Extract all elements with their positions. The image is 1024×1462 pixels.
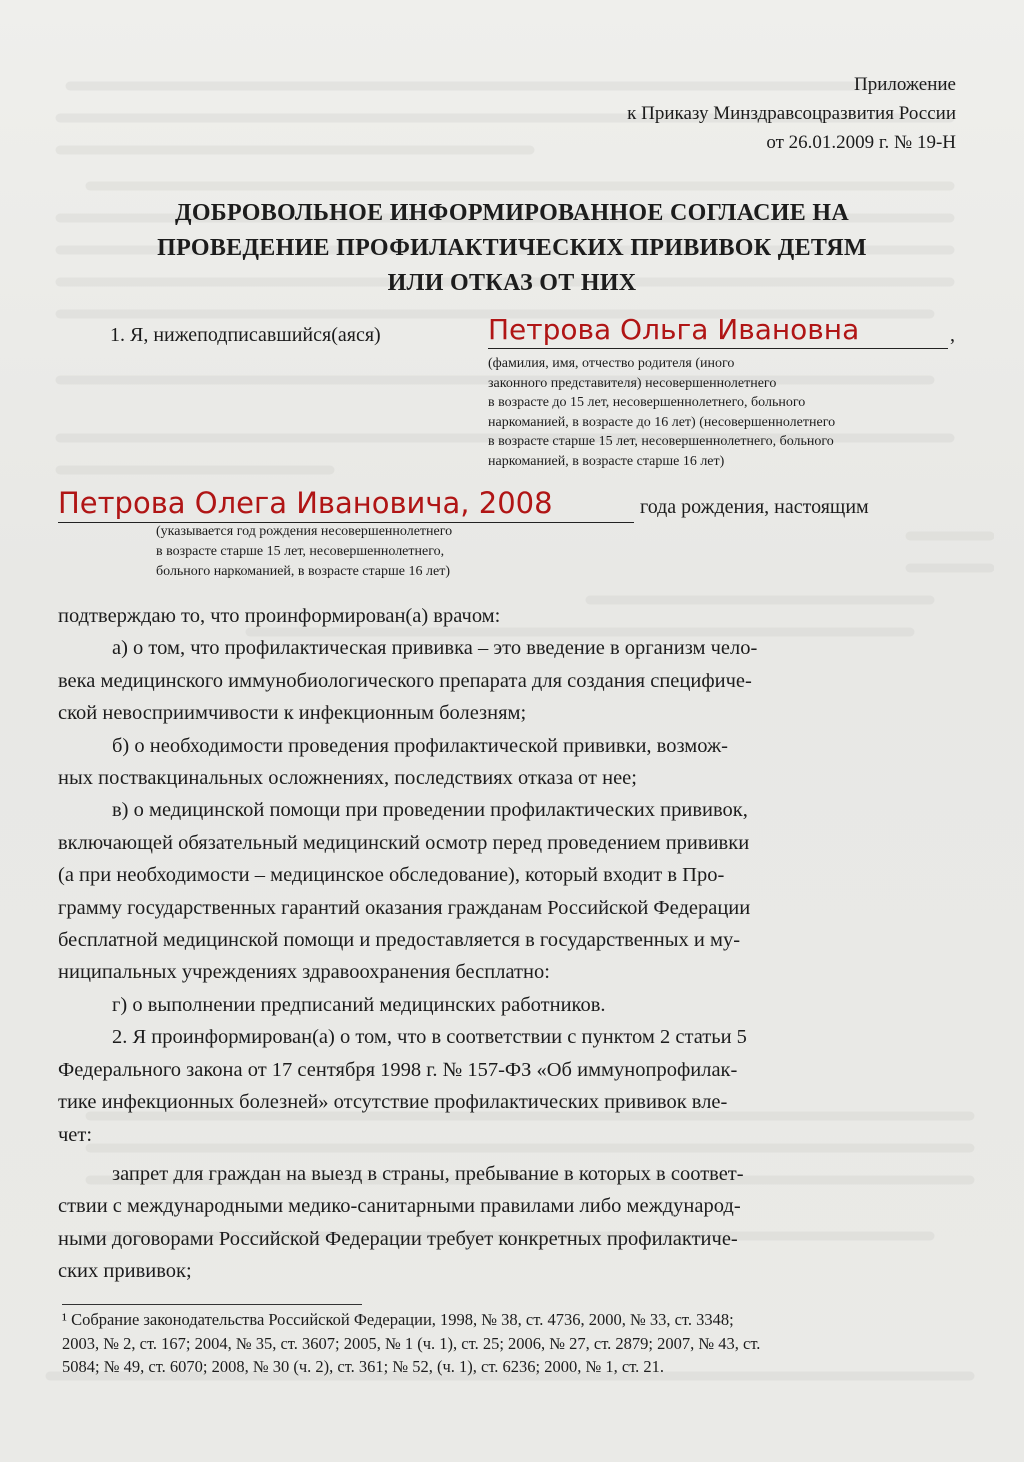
body-line: бесплатной медицинской помощи и предоставляется в государственных и му- [58,929,741,952]
body-line: ской невосприимчивости к инфекционным болезням; [58,702,527,725]
parent-note-line: в возрасте до 15 лет, несовершеннолетнего, больного [488,395,806,410]
footnote-line: ¹ Собрание законодательства Российской Федерации, 1998, № 38, ст. 4736, 2000, № 33, ст. 3348; [62,1310,734,1329]
prohibition-line: ских прививок; [58,1260,192,1283]
body-line: подтверждаю то, что проинформирован(а) врачом: [58,605,501,627]
birth-year-text: года рождения, настоящим [640,496,869,518]
title-line-3: ИЛИ ОТКАЗ ОТ НИХ [387,270,637,296]
parent-note-line: наркоманией, в возрасте старше 16 лет) [488,453,725,469]
child-note-line: больного наркоманией, в возрасте старше 16 лет) [156,564,450,579]
parent-note-line: (фамилия, имя, отчество родителя (иного [488,356,735,371]
parent-note-line: в возрасте старше 15 лет, несовершеннолетнего, больного [488,434,834,449]
annex-line-3: от 26.01.2009 г. № 19-Н [766,132,956,153]
footnote [62,1308,962,1379]
body-line: тике инфекционных болезней» отсутствие профилактических прививок вле- [58,1091,728,1114]
annex-line-1: Приложение [854,74,956,95]
body-line: 2. Я проинформирован(а) о том, что в соответствии с пунктом 2 статьи 5 [112,1026,747,1049]
body-line: грамму государственных гарантий оказания гражданам Российской Федерации [58,896,751,919]
parent-note-line: законного представителя) несовершеннолетнего [488,375,777,391]
body-line: чет: [58,1123,93,1146]
document-title [60,196,964,301]
child-field-note [156,522,452,582]
prohibition-paragraph [58,1158,958,1288]
body-line: ных поствакцинальных осложнениях, последствиях отказа от нее; [58,767,637,790]
body-line: века медицинского иммунобиологического препарата для создания специфиче- [58,669,752,692]
body-line: а) о том, что профилактическая прививка – это введение в организм чело- [112,637,758,660]
title-line-2: ПРОВЕДЕНИЕ ПРОФИЛАКТИЧЕСКИХ ПРИВИВОК ДЕТЯМ [157,235,867,261]
section1-lead: 1. Я, нижеподписавшийся(аяся) [110,324,381,346]
prohibition-line: ствии с международными медико-санитарными правилами либо международ- [58,1195,741,1218]
parent-name-field[interactable]: Петрова Ольга Ивановна [488,312,948,349]
section1-comma: , [950,324,955,346]
footnote-divider [62,1304,362,1305]
parent-note-line: наркоманией, в возрасте до 16 лет) (несовершеннолетнего [488,414,836,430]
footnote-line: 5084; № 49, ст. 6070; 2008, № 30 (ч. 2), ст. 361; № 52, (ч. 1), ст. 6236; 2000, № 1, ст. 21. [62,1357,665,1376]
annex-header [627,70,956,157]
prohibition-line: запрет для граждан на выезд в страны, пребывание в которых в соответ- [112,1163,744,1185]
annex-line-2: к Приказу Минздравсоцразвития России [627,103,956,124]
body-line: б) о необходимости проведения профилактической прививки, возмож- [112,734,728,757]
footnote-line: 2003, № 2, ст. 167; 2004, № 35, ст. 3607; 2005, № 1 (ч. 1), ст. 25; 2006, № 27, ст. 2879; 2007, № 43, ст. [62,1333,761,1353]
body-line: г) о выполнении предписаний медицинских работников. [112,993,606,1016]
child-name-field[interactable]: Петрова Олега Ивановича, 2008 [58,484,634,523]
prohibition-line: ными договорами Российской Федерации требует конкретных профилактиче- [58,1227,738,1250]
body-line: (а при необходимости – медицинское обследование), который входит в Про- [58,864,725,887]
consent-body [58,600,958,1151]
child-note-line: (указывается год рождения несовершеннолетнего [156,524,453,539]
body-line: Федерального закона от 17 сентября 1998 г. № 157-ФЗ «Об иммунопрофилак- [58,1058,738,1081]
body-line: включающей обязательный медицинский осмотр перед проведением прививки [58,831,750,854]
parent-field-note [488,354,835,471]
body-line: в) о медицинской помощи при проведении профилактических прививок, [112,799,748,822]
title-line-1: ДОБРОВОЛЬНОЕ ИНФОРМИРОВАННОЕ СОГЛАСИЕ НА [175,200,849,226]
child-note-line: в возрасте старше 15 лет, несовершеннолетнего, [156,544,445,559]
body-line: ниципальных учреждениях здравоохранения бесплатно: [58,961,550,984]
